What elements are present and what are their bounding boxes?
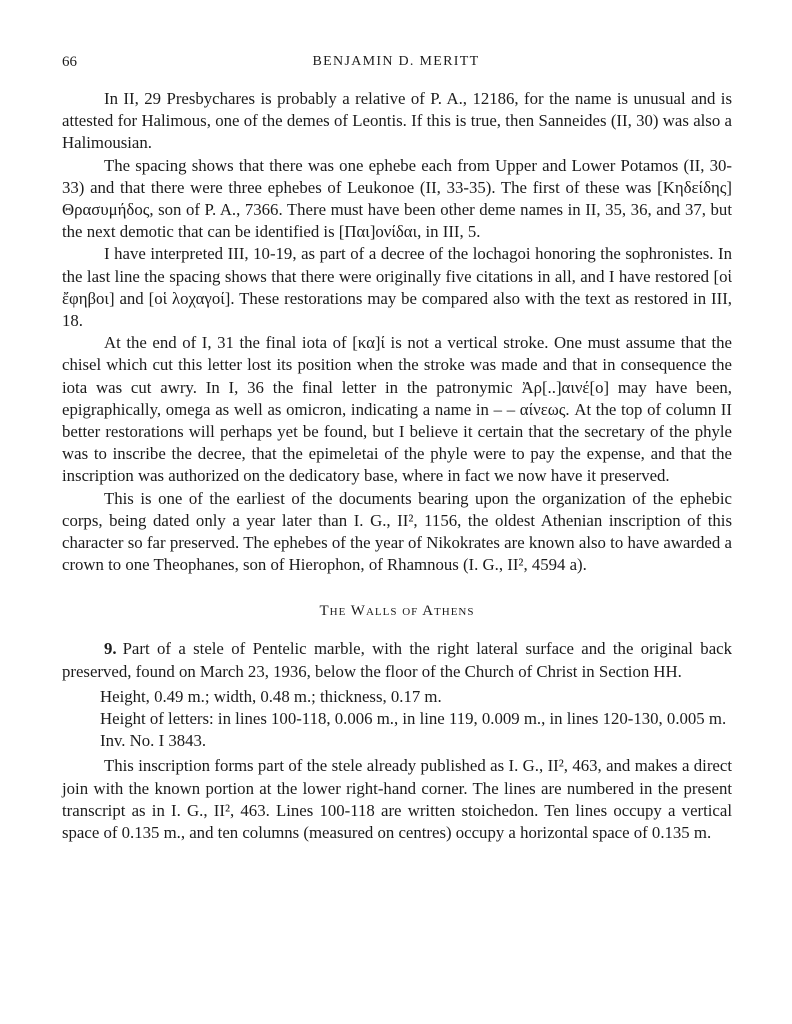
entry-description bbox=[62, 638, 732, 682]
page-number: 66 bbox=[62, 54, 77, 70]
dimensions: Height, 0.49 m.; width, 0.48 m.; thickness, 0.17 m. bbox=[100, 686, 442, 706]
entry-number: 9. bbox=[104, 639, 117, 659]
entry-text: Part of a stele of Pentelic marble, with the right lateral surface and the original back preserved, found on March 23, 1936, below the floor of the Church of Christ in Section HH. bbox=[62, 639, 732, 681]
section-title: The Walls of Athens bbox=[319, 603, 475, 620]
letter-heights: Height of letters: in lines 100-118, 0.006 m., in line 119, 0.009 m., in lines 120-130, 0.005 m. bbox=[100, 709, 727, 729]
closing-paragraph: This inscription forms part of the stele already published as I. G., II², 463, and makes a direct join with the known portion at the lower right-hand corner. The lines are numbered in the present transcript as in I. G., II², 463. Lines 100-118 are written stoichedon. Ten lines occupy a vertical space of 0.135 m., and ten columns (measured on centres) occupy a horizontal space of 0.135 m. bbox=[62, 756, 732, 843]
body-text bbox=[62, 88, 732, 844]
paragraph-potamos: The spacing shows that there was one ephebe each from Upper and Lower Potamos (II, 30-33) and that there were three ephebes of Leukonoe (II, 33-35). The first of these was [Κηδείδης] Θρασυμήδος, son of P. A., 7366. There must have been other deme names in II, 35, 36, and 37, but the next demotic that can be identified is [Παι]ονίδαι, in III, 5. bbox=[62, 155, 732, 242]
paragraph-ephebic-corps: This is one of the earliest of the documents bearing upon the organization of the ephebic corps, being dated only a year later than I. G., II², 1156, the oldest Athenian inscription of this character so far preserved. The ephebes of the year of Nikokrates are known also to have awarded a crown to one Theophanes, son of Hierophon, of Rhamnous (I. G., II², 4594 a). bbox=[62, 488, 732, 575]
paragraph-iota: At the end of I, 31 the final iota of [κα]ί is not a vertical stroke. One must assume that the chisel which cut this letter lost its position when the stroke was made and that in consequence the iota was cut awry. In I, 36 the final letter in the patronymic Ἀρ[..]αινέ[ο] may have been, epigraphically, omega as well as omicron, indicating a name in – – αίνεως. At the top of column II better restorations will perhaps yet be found, but I believe it certain that the secretary of the phyle was to inscribe the decree, that the epimeletai of the phyle were to pay the expense, and that the inscription was authorized on the dedicatory base, where in fact we now have it preserved. bbox=[62, 333, 732, 486]
inventory-number: Inv. No. I 3843. bbox=[100, 731, 207, 751]
measurements bbox=[62, 686, 732, 753]
paragraph-presbychares: In II, 29 Presbychares is probably a relative of P. A., 12186, for the name is unusual and is attested for Halimous, one of the demes of Leontis. If this is true, then Sanneides (II, 30) was also a Halimousian. bbox=[62, 89, 732, 153]
paragraph-lochagoi: I have interpreted III, 10-19, as part of a decree of the lochagoi honoring the sophronistes. In the last line the spacing shows that there were originally five citations in all, and I have restored [οἱ ἔφηβοι] and [οἱ λοχαγοί]. These restorations may be compared also with the text as restored in III, 18. bbox=[62, 244, 732, 331]
running-head: BENJAMIN D. MERITT bbox=[312, 54, 480, 69]
